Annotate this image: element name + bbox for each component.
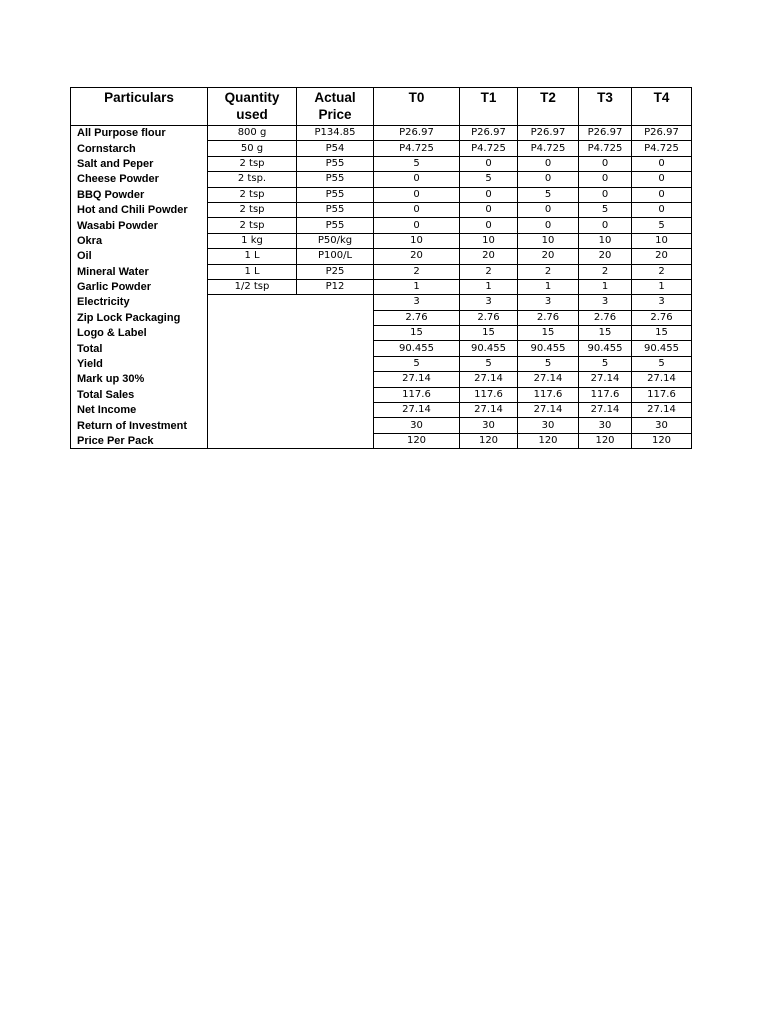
header-t4: T4	[632, 88, 692, 126]
table-row-ingredient	[71, 264, 692, 279]
t4-cell: 3	[632, 295, 692, 310]
t0-cell: 30	[374, 418, 460, 433]
quantity-cell: 1 L	[208, 264, 297, 279]
t0-cell: 27.14	[374, 403, 460, 418]
t4-cell: 27.14	[632, 372, 692, 387]
table-row-summary	[71, 310, 692, 325]
particular-label: Cheese Powder	[71, 172, 208, 187]
t1-cell: 1	[460, 279, 518, 294]
t0-cell: 2	[374, 264, 460, 279]
t4-cell: 0	[632, 156, 692, 171]
t4-cell: 10	[632, 233, 692, 248]
quantity-cell: 1 kg	[208, 233, 297, 248]
t2-cell: 27.14	[518, 403, 579, 418]
blank-cell	[297, 387, 374, 402]
t2-cell: 2.76	[518, 310, 579, 325]
blank-cell	[297, 326, 374, 341]
t1-cell: 117.6	[460, 387, 518, 402]
t3-cell: 3	[579, 295, 632, 310]
t2-cell: 20	[518, 249, 579, 264]
t0-cell: 3	[374, 295, 460, 310]
t0-cell: 20	[374, 249, 460, 264]
blank-cell	[208, 341, 297, 356]
t2-cell: 2	[518, 264, 579, 279]
t0-cell: 90.455	[374, 341, 460, 356]
t0-cell: 15	[374, 326, 460, 341]
summary-label: Return of Investment	[71, 418, 208, 433]
header-t1: T1	[460, 88, 518, 126]
quantity-cell: 800 g	[208, 126, 297, 141]
table-row-summary	[71, 418, 692, 433]
blank-cell	[297, 403, 374, 418]
t0-cell: 5	[374, 356, 460, 371]
table-body	[71, 126, 692, 449]
t2-cell: P4.725	[518, 141, 579, 156]
price-cell: P100/L	[297, 249, 374, 264]
t3-cell: 20	[579, 249, 632, 264]
table-row-summary	[71, 356, 692, 371]
t2-cell: 0	[518, 156, 579, 171]
particular-label: Oil	[71, 249, 208, 264]
blank-cell	[297, 356, 374, 371]
t4-cell: 117.6	[632, 387, 692, 402]
t4-cell: 27.14	[632, 403, 692, 418]
table-row-summary	[71, 326, 692, 341]
blank-cell	[208, 433, 297, 448]
t3-cell: 0	[579, 172, 632, 187]
t2-cell: 5	[518, 356, 579, 371]
blank-cell	[297, 433, 374, 448]
t0-cell: 0	[374, 172, 460, 187]
t3-cell: 5	[579, 202, 632, 217]
summary-label: Yield	[71, 356, 208, 371]
t1-cell: 2	[460, 264, 518, 279]
t1-cell: 90.455	[460, 341, 518, 356]
t3-cell: 10	[579, 233, 632, 248]
header-t0: T0	[374, 88, 460, 126]
t1-cell: P26.97	[460, 126, 518, 141]
summary-label: Logo & Label	[71, 326, 208, 341]
t3-cell: P4.725	[579, 141, 632, 156]
t3-cell: 0	[579, 156, 632, 171]
particular-label: Wasabi Powder	[71, 218, 208, 233]
blank-cell	[297, 295, 374, 310]
price-cell: P55	[297, 172, 374, 187]
t1-cell: 120	[460, 433, 518, 448]
particular-label: BBQ Powder	[71, 187, 208, 202]
t4-cell: 2	[632, 264, 692, 279]
t1-cell: 3	[460, 295, 518, 310]
t3-cell: 117.6	[579, 387, 632, 402]
table-row-ingredient	[71, 202, 692, 217]
header-quantity-used: Quantity used	[208, 88, 297, 126]
summary-label: Total	[71, 341, 208, 356]
price-cell: P25	[297, 264, 374, 279]
blank-cell	[208, 356, 297, 371]
table-row-ingredient	[71, 218, 692, 233]
t3-cell: 0	[579, 187, 632, 202]
t0-cell: 5	[374, 156, 460, 171]
t2-cell: 0	[518, 202, 579, 217]
t2-cell: 120	[518, 433, 579, 448]
t1-cell: 0	[460, 187, 518, 202]
summary-label: Price Per Pack	[71, 433, 208, 448]
t3-cell: 1	[579, 279, 632, 294]
header-t3: T3	[579, 88, 632, 126]
particular-label: Mineral Water	[71, 264, 208, 279]
blank-cell	[208, 403, 297, 418]
t0-cell: P4.725	[374, 141, 460, 156]
t2-cell: 30	[518, 418, 579, 433]
blank-cell	[208, 387, 297, 402]
t3-cell: 2	[579, 264, 632, 279]
t3-cell: 90.455	[579, 341, 632, 356]
table-row-ingredient	[71, 126, 692, 141]
t0-cell: 27.14	[374, 372, 460, 387]
price-cell: P54	[297, 141, 374, 156]
blank-cell	[297, 418, 374, 433]
t0-cell: 1	[374, 279, 460, 294]
t3-cell: 2.76	[579, 310, 632, 325]
t3-cell: 27.14	[579, 372, 632, 387]
t3-cell: 15	[579, 326, 632, 341]
t1-cell: 27.14	[460, 403, 518, 418]
table-row-summary	[71, 403, 692, 418]
header-row	[71, 88, 692, 126]
t2-cell: 27.14	[518, 372, 579, 387]
price-cell: P55	[297, 202, 374, 217]
t1-cell: 0	[460, 202, 518, 217]
price-cell: P55	[297, 156, 374, 171]
table-row-ingredient	[71, 233, 692, 248]
t0-cell: 2.76	[374, 310, 460, 325]
t2-cell: 117.6	[518, 387, 579, 402]
t0-cell: 0	[374, 202, 460, 217]
quantity-cell: 2 tsp.	[208, 172, 297, 187]
particular-label: Garlic Powder	[71, 279, 208, 294]
t2-cell: 15	[518, 326, 579, 341]
t2-cell: 5	[518, 187, 579, 202]
t0-cell: 117.6	[374, 387, 460, 402]
t1-cell: 15	[460, 326, 518, 341]
price-cell: P55	[297, 187, 374, 202]
t3-cell: 27.14	[579, 403, 632, 418]
t2-cell: 0	[518, 218, 579, 233]
quantity-cell: 2 tsp	[208, 202, 297, 217]
blank-cell	[208, 295, 297, 310]
quantity-cell: 2 tsp	[208, 187, 297, 202]
t4-cell: 0	[632, 202, 692, 217]
blank-cell	[297, 310, 374, 325]
summary-label: Electricity	[71, 295, 208, 310]
t1-cell: P4.725	[460, 141, 518, 156]
price-cell: P55	[297, 218, 374, 233]
t2-cell: P26.97	[518, 126, 579, 141]
table-row-ingredient	[71, 249, 692, 264]
t1-cell: 5	[460, 172, 518, 187]
t3-cell: 0	[579, 218, 632, 233]
t2-cell: 3	[518, 295, 579, 310]
t2-cell: 1	[518, 279, 579, 294]
particular-label: All Purpose flour	[71, 126, 208, 141]
table-row-summary	[71, 433, 692, 448]
t0-cell: 0	[374, 187, 460, 202]
t1-cell: 27.14	[460, 372, 518, 387]
t1-cell: 20	[460, 249, 518, 264]
header-actual-price: Actual Price	[297, 88, 374, 126]
table-row-ingredient	[71, 156, 692, 171]
quantity-cell: 50 g	[208, 141, 297, 156]
table-row-summary	[71, 387, 692, 402]
t3-cell: P26.97	[579, 126, 632, 141]
t4-cell: 0	[632, 187, 692, 202]
quantity-cell: 2 tsp	[208, 156, 297, 171]
table-row-summary	[71, 372, 692, 387]
t1-cell: 5	[460, 356, 518, 371]
t3-cell: 120	[579, 433, 632, 448]
particular-label: Salt and Peper	[71, 156, 208, 171]
t4-cell: 20	[632, 249, 692, 264]
t4-cell: 120	[632, 433, 692, 448]
particular-label: Cornstarch	[71, 141, 208, 156]
t0-cell: 120	[374, 433, 460, 448]
table-row-ingredient	[71, 141, 692, 156]
header-particulars: Particulars	[71, 88, 208, 126]
header-t2: T2	[518, 88, 579, 126]
t0-cell: 0	[374, 218, 460, 233]
t4-cell: P4.725	[632, 141, 692, 156]
quantity-cell: 1/2 tsp	[208, 279, 297, 294]
blank-cell	[208, 372, 297, 387]
summary-label: Net Income	[71, 403, 208, 418]
t1-cell: 0	[460, 156, 518, 171]
blank-cell	[208, 418, 297, 433]
summary-label: Mark up 30%	[71, 372, 208, 387]
summary-label: Zip Lock Packaging	[71, 310, 208, 325]
table-row-ingredient	[71, 172, 692, 187]
price-cell: P50/kg	[297, 233, 374, 248]
t4-cell: 5	[632, 218, 692, 233]
t4-cell: P26.97	[632, 126, 692, 141]
table-row-ingredient	[71, 187, 692, 202]
price-cell: P12	[297, 279, 374, 294]
t1-cell: 2.76	[460, 310, 518, 325]
t4-cell: 2.76	[632, 310, 692, 325]
t2-cell: 10	[518, 233, 579, 248]
t4-cell: 30	[632, 418, 692, 433]
quantity-cell: 2 tsp	[208, 218, 297, 233]
t3-cell: 30	[579, 418, 632, 433]
table-row-ingredient	[71, 279, 692, 294]
particular-label: Okra	[71, 233, 208, 248]
table-row-summary	[71, 341, 692, 356]
summary-label: Total Sales	[71, 387, 208, 402]
blank-cell	[208, 310, 297, 325]
table-row-summary	[71, 295, 692, 310]
blank-cell	[297, 372, 374, 387]
t4-cell: 1	[632, 279, 692, 294]
t0-cell: P26.97	[374, 126, 460, 141]
t1-cell: 10	[460, 233, 518, 248]
t4-cell: 90.455	[632, 341, 692, 356]
t3-cell: 5	[579, 356, 632, 371]
particular-label: Hot and Chili Powder	[71, 202, 208, 217]
blank-cell	[297, 341, 374, 356]
t4-cell: 15	[632, 326, 692, 341]
t2-cell: 90.455	[518, 341, 579, 356]
blank-cell	[208, 326, 297, 341]
price-cell: P134.85	[297, 126, 374, 141]
t4-cell: 0	[632, 172, 692, 187]
cost-table	[70, 87, 692, 449]
quantity-cell: 1 L	[208, 249, 297, 264]
t1-cell: 30	[460, 418, 518, 433]
t1-cell: 0	[460, 218, 518, 233]
t4-cell: 5	[632, 356, 692, 371]
t0-cell: 10	[374, 233, 460, 248]
t2-cell: 0	[518, 172, 579, 187]
